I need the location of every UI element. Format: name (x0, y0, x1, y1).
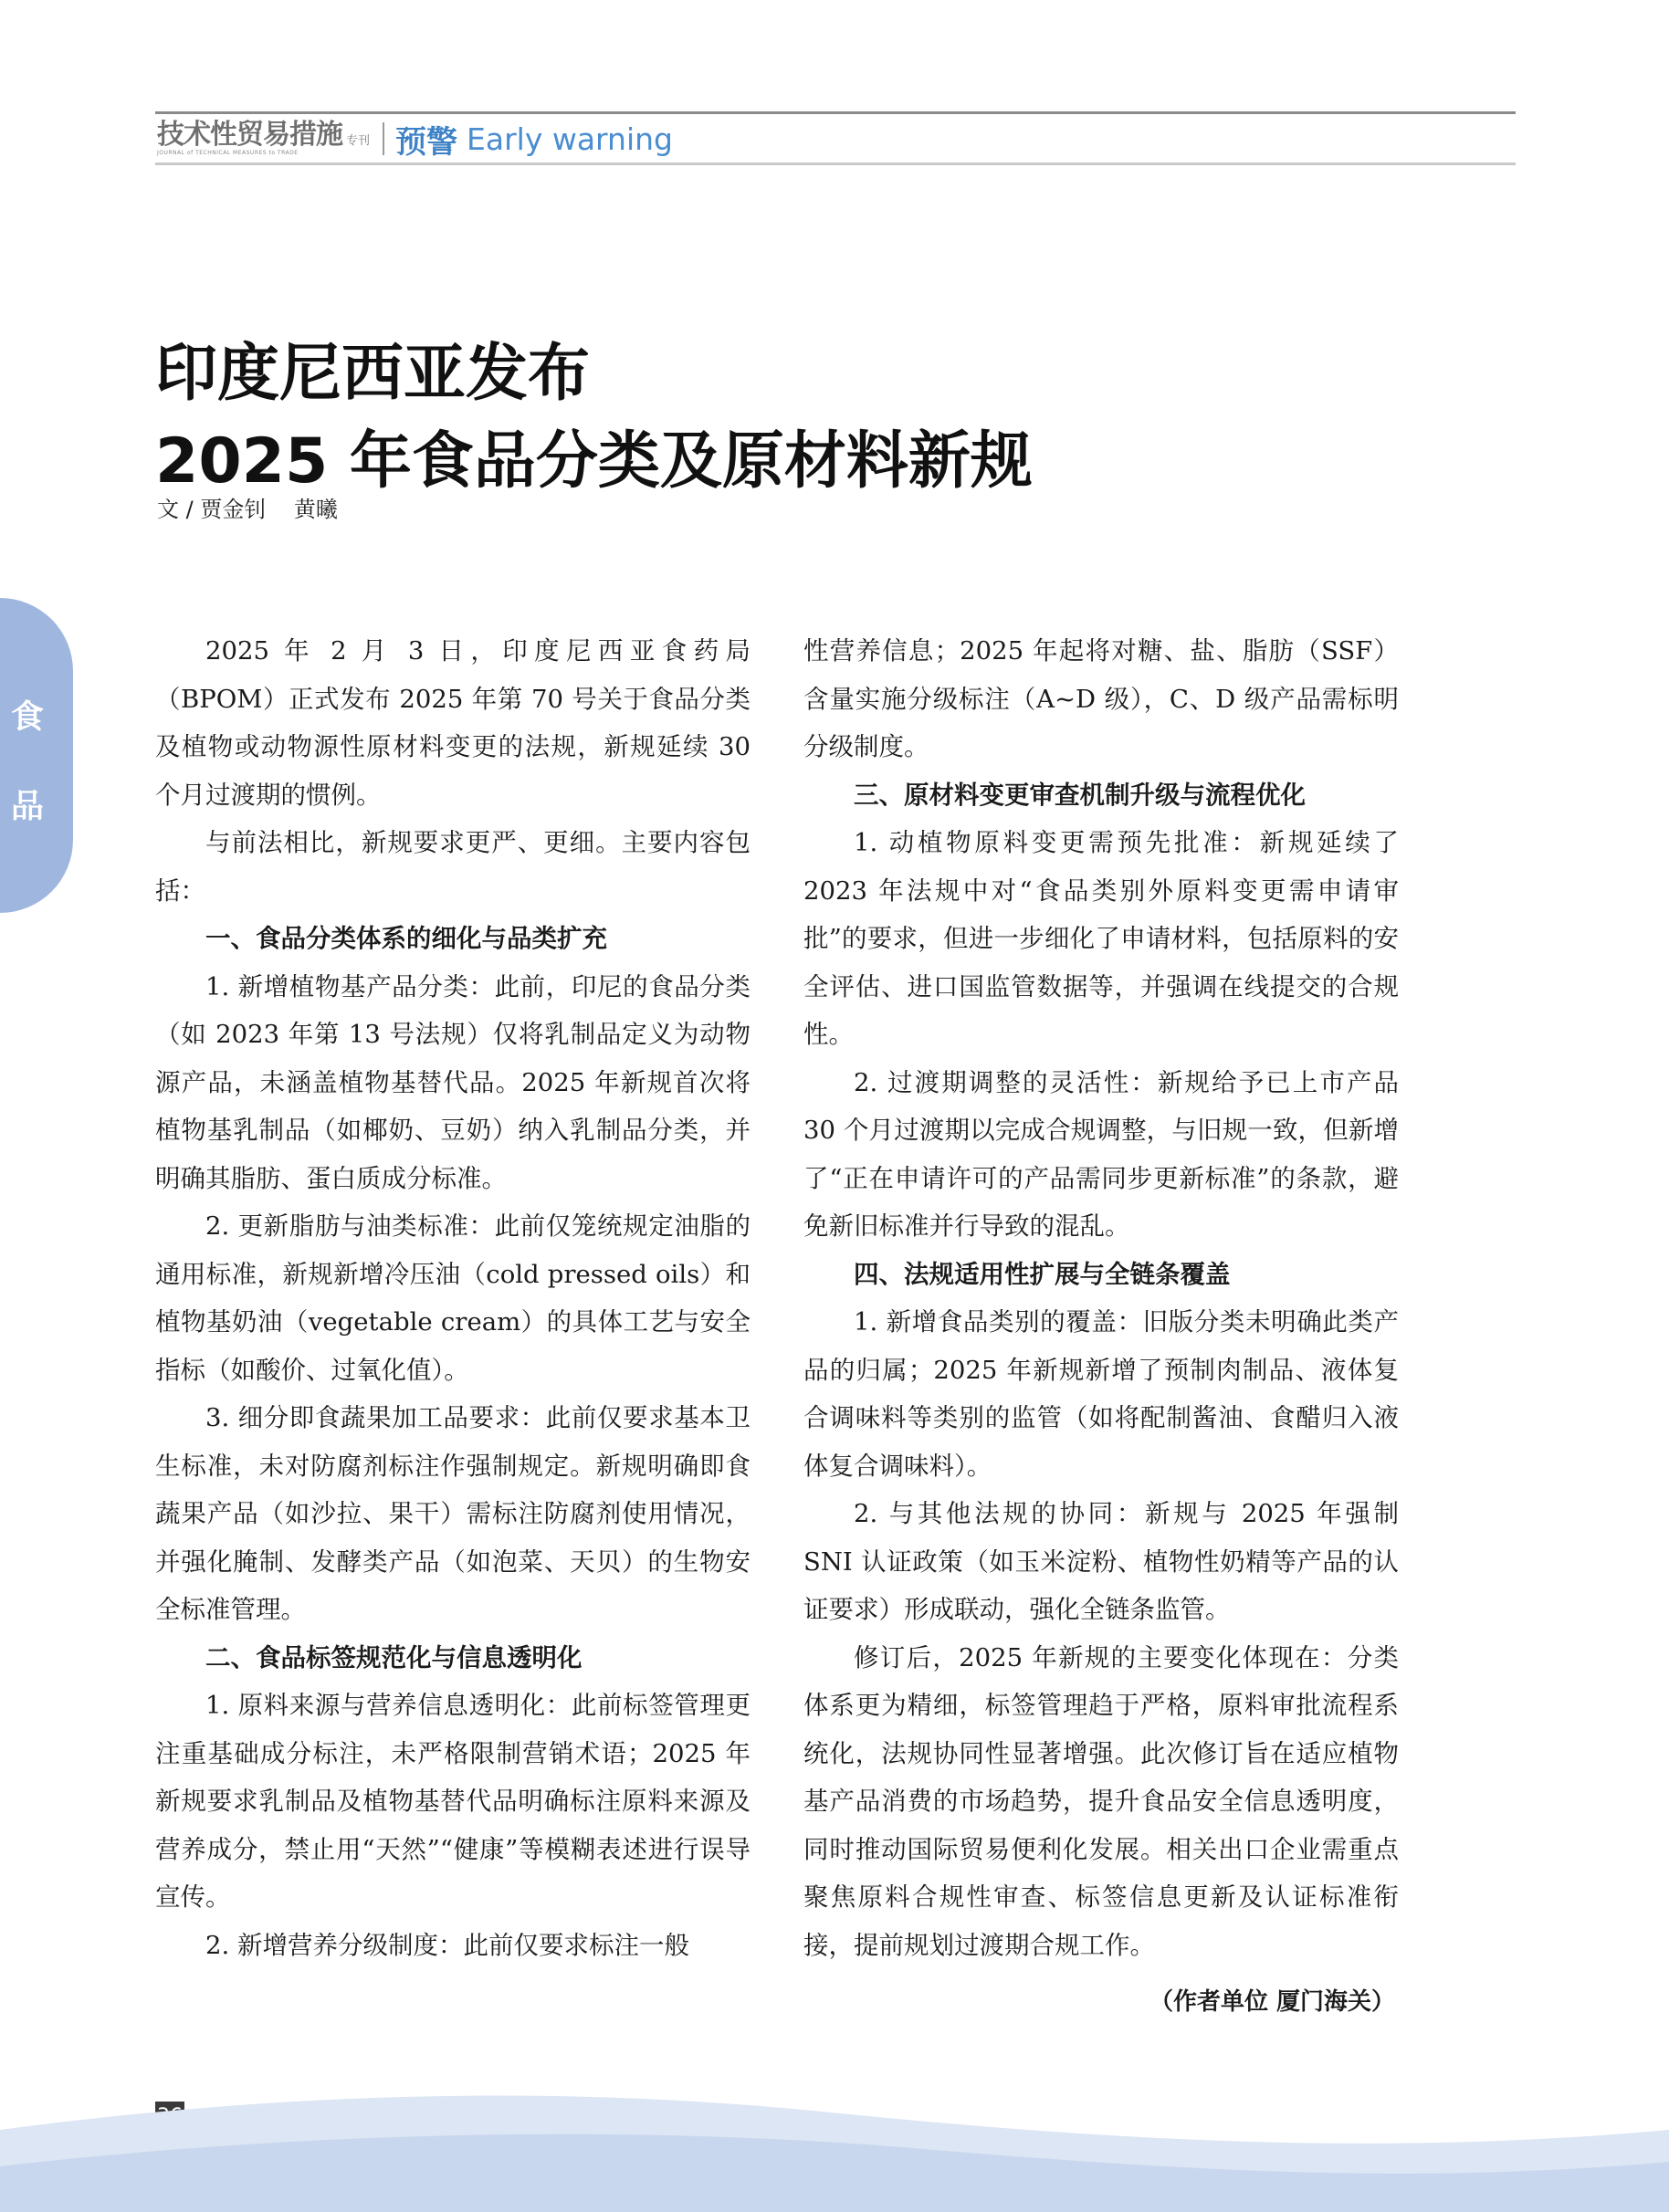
journal-name: 技术性贸易措施 (157, 119, 342, 151)
right-column (803, 627, 1399, 2027)
journal-subtitle: JOURNAL of TECHNICAL MEASURES to TRADE (157, 150, 299, 156)
author-affiliation: （作者单位 厦门海关） (1149, 1988, 1395, 2016)
paragraph-continued: 性营养信息；2025 年起将对糖、盐、脂肪（SSF）含量实施分级标注（A~D 级），C、D 级产品需标明分级制度。 (803, 636, 1399, 761)
title-line-2: 2025 年食品分类及原材料新规 (155, 425, 1033, 498)
article-title (155, 330, 1033, 506)
paragraph: 2. 与其他法规的协同：新规与 2025 年强制 SNI 认证政策（如玉米淀粉、植物性奶精等产品的认证要求）形成联动，强化全链条监管。 (803, 1499, 1399, 1624)
journal-logo (157, 121, 342, 156)
section-name-english: Early warning (467, 121, 673, 157)
section-heading: 二、食品标签规范化与信息透明化 (205, 1642, 583, 1672)
header-rule-bottom (155, 162, 1516, 165)
paragraph: 1. 新增食品类别的覆盖：旧版分类未明确此类产品的归属；2025 年新规新增了预制肉制品、液体复合调味料等类别的监管（如将配制酱油、食醋归入液体复合调味料）。 (803, 1307, 1399, 1481)
footer-wave-decoration (0, 2075, 1669, 2212)
paragraph: 1. 原料来源与营养信息透明化：此前标签管理更注重基础成分标注，未严格限制营销术语；2025 年新规要求乳制品及植物基替代品明确标注原料来源及营养成分，禁止用“天然”“健康”等模糊表述进行误导宣传。 (155, 1691, 751, 1912)
paragraph: 与前法相比，新规要求更严、更细。主要内容包括： (155, 828, 751, 906)
side-tab-char-1: 食 (10, 698, 44, 736)
header-rule-top (155, 111, 1516, 114)
journal-special-label: 专刊 (346, 133, 371, 148)
section-heading: 三、原材料变更审查机制升级与流程优化 (854, 780, 1306, 810)
byline: 文 / 贾金钊 黄曦 (157, 497, 338, 522)
section-name: 预警 (395, 123, 458, 161)
paragraph: 1. 动植物原料变更需预先批准：新规延续了 2023 年法规中对“食品类别外原料变更需申请审批”的要求，但进一步细化了申请材料，包括原料的安全评估、进口国监管数据等，并强调在线提交的合规性。 (803, 828, 1399, 1049)
section-heading: 一、食品分类体系的细化与品类扩充 (205, 924, 607, 953)
section-heading: 四、法规适用性扩展与全链条覆盖 (854, 1259, 1231, 1289)
paragraph: 修订后，2025 年新规的主要变化体现在：分类体系更为精细，标签管理趋于严格，原料审批流程系统化，法规协同性显著增强。此次修订旨在适应植物基产品消费的市场趋势，提升食品安全信息透明度，同时推动国际贸易便利化发展。相关出口企业需重点聚焦原料合规性审查、标签信息更新及认证标准衔接，提前规划过渡期合规工作。 (803, 1642, 1399, 1960)
header-separator (383, 122, 384, 155)
paragraph: 2025 年 2 月 3 日，印度尼西亚食药局（BPOM）正式发布 2025 年第 70 号关于食品分类及植物或动物源性原材料变更的法规，新规延续 30 个月过渡期的惯例。 (155, 636, 751, 810)
paragraph: 3. 细分即食蔬果加工品要求：此前仅要求基本卫生标准，未对防腐剂标注作强制规定。新规明确即食蔬果产品（如沙拉、果干）需标注防腐剂使用情况，并强化腌制、发酵类产品（如泡菜、天贝）的生物安全标准管理。 (155, 1403, 751, 1624)
paragraph: 2. 更新脂肪与油类标准：此前仅笼统规定油脂的通用标准，新规新增冷压油（cold pressed oils）和植物基奶油（vegetable cream）的具体工艺与安全指标（如酸价、过氧化值）。 (155, 1211, 751, 1385)
paragraph: 1. 新增植物基产品分类：此前，印尼的食品分类（如 2023 年第 13 号法规）仅将乳制品定义为动物源产品，未涵盖植物基替代品。2025 年新规首次将植物基乳制品（如椰奶、豆奶）纳入乳制品分类，并明确其脂肪、蛋白质成分标准。 (155, 971, 751, 1193)
paragraph: 2. 过渡期调整的灵活性：新规给予已上市产品 30 个月过渡期以完成合规调整，与旧规一致，但新增了“正在申请许可的产品需同步更新标准”的条款，避免新旧标准并行导致的混乱。 (803, 1067, 1399, 1241)
running-header (157, 119, 673, 159)
paragraph: 2. 新增营养分级制度：此前仅要求标注一般 (205, 1930, 689, 1960)
left-column (155, 627, 751, 1969)
title-line-1: 印度尼西亚发布 (155, 338, 591, 410)
section-side-tab (0, 598, 73, 913)
side-tab-char-2: 品 (10, 788, 44, 825)
